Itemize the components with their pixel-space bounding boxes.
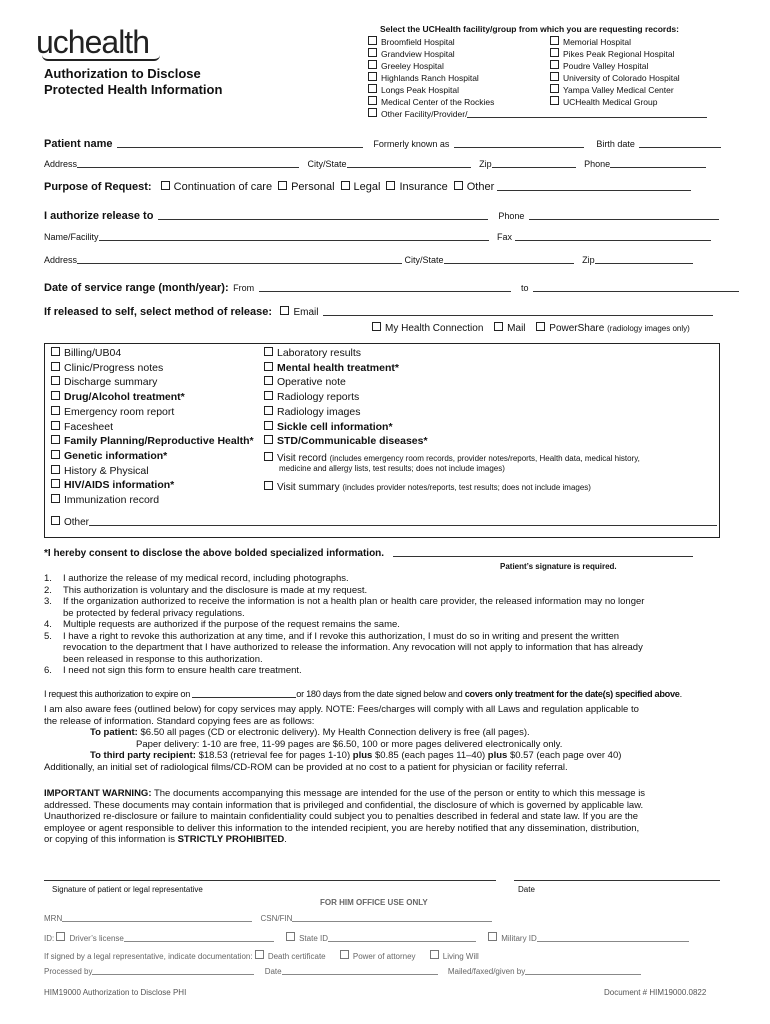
office-id-row <box>44 932 689 943</box>
state-id-field[interactable] <box>328 941 476 942</box>
facility-greeley-hospital-checkbox[interactable] <box>368 60 377 69</box>
service-range-row <box>44 278 739 296</box>
record-emergency-room-report <box>51 405 254 420</box>
release-name-row <box>44 232 711 242</box>
form-title <box>44 66 222 98</box>
terms-number: 6. <box>44 665 52 676</box>
facility-uchealth-medical-group <box>550 96 680 108</box>
signature-date-field[interactable] <box>514 880 720 881</box>
record-types-right <box>264 346 428 449</box>
purpose-legal <box>341 181 381 193</box>
facility-uchealth-medical-group-checkbox[interactable] <box>550 96 559 105</box>
record-billing-ub04-checkbox[interactable] <box>51 347 60 356</box>
record-laboratory-results-checkbox[interactable] <box>264 347 273 356</box>
terms-number: 2. <box>44 584 52 596</box>
visit-summary-note: (includes provider notes/reports, test results; does not include images) <box>342 483 591 492</box>
fees-line-2: the release of information. Standard copying fees are as follows: <box>44 715 315 727</box>
release-method-label: If released to self, select method of release: <box>44 306 273 318</box>
purpose-other-field[interactable] <box>497 190 691 191</box>
visit-record-note-2: medicine and allergy lists, test results; does not include images) <box>279 464 505 473</box>
warning-line-5c: . <box>284 834 287 845</box>
state-id-checkbox[interactable] <box>286 932 295 941</box>
office-mrn-row <box>44 914 492 923</box>
release-phone-label: Phone <box>498 211 525 221</box>
patient-address-field[interactable] <box>77 167 299 168</box>
purpose-legal-checkbox[interactable] <box>341 181 350 190</box>
release-address-label: Address <box>44 255 78 265</box>
footer-document-number: Document # HIM19000.0822 <box>604 988 707 997</box>
record-laboratory-results <box>264 346 428 361</box>
title-line-2: Protected Health Information <box>44 82 223 97</box>
record-std-communicable-diseases-label: STD/Communicable diseases* <box>277 435 428 448</box>
id-label: ID: <box>44 934 55 943</box>
terms-item <box>44 654 644 666</box>
release-zip-field[interactable] <box>595 263 693 264</box>
record-billing-ub04-label: Billing/UB04 <box>64 347 122 359</box>
terms-text: I have a right to revoke this authorization at any time, and if I revoke this authorization, I must do so in writing and present the written <box>63 630 620 642</box>
patient-name-label: Patient name <box>44 138 113 150</box>
record-immunization-record <box>51 493 254 508</box>
office-use-heading: FOR HIM OFFICE USE ONLY <box>320 898 428 907</box>
mail-checkbox[interactable] <box>494 322 503 331</box>
facility-greeley-hospital <box>368 60 494 72</box>
purpose-continuation-of-care-label: Continuation of care <box>173 181 273 193</box>
expire-text-c: covers only treatment for the date(s) specified above <box>464 689 680 699</box>
purpose-continuation-of-care <box>161 181 272 193</box>
patient-phone-field[interactable] <box>610 167 706 168</box>
my-health-label: My Health Connection <box>385 323 484 334</box>
record-std-communicable-diseases <box>264 434 428 449</box>
record-drug-alcohol-treatment-label: Drug/Alcohol treatment* <box>64 391 185 404</box>
drivers-license-checkbox[interactable] <box>56 932 65 941</box>
release-address-field[interactable] <box>77 263 402 264</box>
military-id-label: Military ID <box>501 934 537 943</box>
record-radiology-images-checkbox[interactable] <box>264 406 273 415</box>
mrn-field[interactable] <box>62 921 252 922</box>
record-discharge-summary-label: Discharge summary <box>64 376 158 389</box>
military-id-field[interactable] <box>537 941 689 942</box>
service-to-label: to <box>520 283 529 293</box>
facility-university-of-colorado-hospital-checkbox[interactable] <box>550 72 559 81</box>
release-zip-label: Zip <box>582 255 595 265</box>
record-drug-alcohol-treatment <box>51 390 254 405</box>
facility-yampa-valley-medical-center-label: Yampa Valley Medical Center <box>563 85 674 95</box>
powershare-label: PowerShare <box>549 323 605 334</box>
warning-section <box>44 788 645 846</box>
release-city-field[interactable] <box>444 263 574 264</box>
fees-section <box>44 704 639 773</box>
facility-university-of-colorado-hospital-label: University of Colorado Hospital <box>563 73 680 83</box>
signature-label: Signature of patient or legal representative <box>52 885 203 894</box>
facility-poudre-valley-hospital <box>550 60 680 72</box>
service-from-label: From <box>233 283 255 293</box>
record-clinic-progress-notes-checkbox[interactable] <box>51 362 60 371</box>
record-mental-health-treatment-label: Mental health treatment* <box>277 361 399 374</box>
patient-signature-field[interactable] <box>44 880 496 881</box>
release-fax-label: Fax <box>497 232 513 242</box>
powershare-note: (radiology images only) <box>607 324 690 333</box>
other-facility-field[interactable] <box>467 117 707 118</box>
facility-greeley-hospital-label: Greeley Hospital <box>381 61 444 71</box>
terms-item <box>44 596 644 608</box>
purpose-insurance-checkbox[interactable] <box>386 181 395 190</box>
terms-text: been released in response to this authorization. <box>63 653 263 665</box>
facility-broomfield-hospital-checkbox[interactable] <box>368 36 377 45</box>
other-facility-row: Other Facility/Provider/ <box>368 108 707 120</box>
power-of-attorney-checkbox[interactable] <box>340 950 349 959</box>
mailed-by-field[interactable] <box>525 974 641 975</box>
facility-heading: Select the UCHealth facility/group from which you are requesting records: <box>380 24 679 34</box>
expire-text-a: I request this authorization to expire on <box>44 689 191 699</box>
legal-rep-label: If signed by a legal representative, indicate documentation: <box>44 952 253 961</box>
fees-third-b: $0.85 (each pages 11–40) <box>374 750 486 761</box>
other-facility-label: Other Facility/Provider <box>381 109 466 119</box>
warning-line-5a: or copying of this information is <box>44 834 175 845</box>
record-history-physical <box>51 464 254 479</box>
record-hiv-aids-information-label: HIV/AIDS information* <box>64 479 175 492</box>
facility-longs-peak-hospital <box>368 84 494 96</box>
fees-third-label: To third party recipient: <box>90 750 196 761</box>
record-sickle-cell-information-label: Sickle cell information* <box>277 420 393 433</box>
record-facesheet-checkbox[interactable] <box>51 421 60 430</box>
facility-list-left <box>368 36 494 108</box>
patient-name-field[interactable] <box>117 147 363 148</box>
mrn-label: MRN <box>44 914 63 923</box>
purpose-personal-checkbox[interactable] <box>278 181 287 190</box>
csn-field[interactable] <box>292 921 492 922</box>
record-radiology-reports-label: Radiology reports <box>277 391 360 404</box>
title-line-1: Authorization to Disclose <box>44 66 201 81</box>
record-emergency-room-report-checkbox[interactable] <box>51 406 60 415</box>
warning-strictly-prohibited: STRICTLY PROHIBITED <box>177 834 285 845</box>
facility-pikes-peak-regional-hospital-label: Pikes Peak Regional Hospital <box>563 49 675 59</box>
record-immunization-record-label: Immunization record <box>64 494 160 507</box>
expire-text-b: or 180 days from the date signed below and <box>296 689 463 699</box>
facility-broomfield-hospital <box>368 36 494 48</box>
terms-item <box>44 665 644 677</box>
visit-summary-label: Visit summary <box>277 482 340 493</box>
record-facesheet-label: Facesheet <box>64 420 114 433</box>
purpose-label: Purpose of Request: <box>44 181 152 193</box>
record-sickle-cell-information <box>264 420 428 435</box>
logo-swoosh <box>42 55 160 61</box>
record-genetic-information <box>51 449 254 464</box>
record-facesheet <box>51 420 254 435</box>
formerly-known-label: Formerly known as <box>373 139 450 149</box>
terms-item <box>44 631 644 643</box>
terms-item <box>44 608 644 620</box>
record-emergency-room-report-label: Emergency room report <box>64 405 175 418</box>
facility-uchealth-medical-group-label: UCHealth Medical Group <box>563 97 658 107</box>
purpose-continuation-of-care-checkbox[interactable] <box>161 181 170 190</box>
consent-row <box>44 548 693 559</box>
facility-memorial-hospital-label: Memorial Hospital <box>563 37 632 47</box>
processed-by-label: Processed by <box>44 967 93 976</box>
terms-item <box>44 585 644 597</box>
fees-third-c: $0.57 (each page over 40) <box>509 750 622 761</box>
purpose-other-checkbox[interactable] <box>454 181 463 190</box>
death-certificate-checkbox[interactable] <box>255 950 264 959</box>
formerly-known-field[interactable] <box>454 147 584 148</box>
other-records-label: Other <box>64 517 90 528</box>
facility-poudre-valley-hospital-checkbox[interactable] <box>550 60 559 69</box>
visit-record-row <box>264 452 640 473</box>
csn-label: CSN/FIN <box>260 914 293 923</box>
facility-highlands-ranch-hospital <box>368 72 494 84</box>
living-will-checkbox[interactable] <box>430 950 439 959</box>
release-name-label: Name/Facility <box>44 232 99 242</box>
facility-memorial-hospital <box>550 36 680 48</box>
record-sickle-cell-information-checkbox[interactable] <box>264 421 273 430</box>
purpose-personal-label: Personal <box>291 181 335 193</box>
release-address-row <box>44 255 693 265</box>
email-label: Email <box>293 307 319 318</box>
record-operative-note-checkbox[interactable] <box>264 376 273 385</box>
patient-name-row <box>44 134 724 152</box>
consent-signature-field[interactable] <box>393 556 693 557</box>
record-mental-health-treatment <box>264 361 428 376</box>
record-family-planning-reproductive-health-label: Family Planning/Reproductive Health* <box>64 435 254 448</box>
record-billing-ub04 <box>51 346 254 361</box>
purpose-row <box>44 181 691 193</box>
purpose-insurance <box>386 181 447 193</box>
patient-city-field[interactable] <box>347 167 471 168</box>
birth-date-field[interactable] <box>639 147 721 148</box>
uchealth-logo: uchealth <box>36 24 149 60</box>
release-to-row <box>44 206 719 224</box>
visit-summary-row <box>264 481 591 493</box>
service-range-label: Date of service range (month/year): <box>44 282 229 294</box>
expire-text-d: . <box>679 689 682 699</box>
terms-list <box>44 573 644 677</box>
terms-item <box>44 619 644 631</box>
facility-poudre-valley-hospital-label: Poudre Valley Hospital <box>563 61 649 71</box>
terms-item <box>44 573 644 585</box>
record-operative-note <box>264 375 428 390</box>
warning-line-1: The documents accompanying this message are intended for the use of the person or entity to which this message is <box>153 788 646 799</box>
record-radiology-reports-checkbox[interactable] <box>264 391 273 400</box>
signature-required-note: Patient’s signature is required. <box>500 562 617 571</box>
military-id-checkbox[interactable] <box>488 932 497 941</box>
processed-by-field[interactable] <box>92 974 254 975</box>
purpose-insurance-label: Insurance <box>399 181 448 193</box>
release-method-row <box>44 302 713 320</box>
record-radiology-images <box>264 405 428 420</box>
consent-text: *I hereby consent to disclose the above bolded specialized information. <box>44 548 385 559</box>
drivers-license-label: Driver’s license <box>69 934 124 943</box>
release-fax-field[interactable] <box>515 240 711 241</box>
facility-broomfield-hospital-label: Broomfield Hospital <box>381 37 455 47</box>
facility-pikes-peak-regional-hospital <box>550 48 680 60</box>
drivers-license-field[interactable] <box>124 941 274 942</box>
visit-record-note-1: (includes emergency room records, provider notes/reports, Health data, medical history, <box>329 454 640 463</box>
other-records-field[interactable] <box>89 525 717 526</box>
record-mental-health-treatment-checkbox[interactable] <box>264 362 273 371</box>
email-field[interactable] <box>323 315 713 316</box>
terms-text: If the organization authorized to receive the information is not a health plan or health care provider, the released information may no longer <box>63 596 645 607</box>
terms-number: 5. <box>44 630 52 642</box>
release-phone-field[interactable] <box>529 219 719 220</box>
other-facility-checkbox[interactable] <box>368 108 377 117</box>
record-immunization-record-checkbox[interactable] <box>51 494 60 503</box>
terms-text: Multiple requests are authorized if the purpose of the request remains the same. <box>63 619 400 630</box>
record-hiv-aids-information <box>51 478 254 493</box>
warning-line-3: Unauthorized re-disclosure or failure to maintain confidentiality could subject you to penalties described in federal and state law. If you are the <box>44 811 639 822</box>
fees-paper-text: Paper delivery: 1-10 are free, 11-99 pages are $6.50, 100 or more pages delivered electronically only. <box>136 738 563 750</box>
purpose-other <box>454 181 495 193</box>
facility-pikes-peak-regional-hospital-checkbox[interactable] <box>550 48 559 57</box>
terms-text: This authorization is voluntary and the disclosure is made at my request. <box>63 584 368 596</box>
record-discharge-summary-checkbox[interactable] <box>51 376 60 385</box>
patient-zip-label: Zip <box>479 159 492 169</box>
record-drug-alcohol-treatment-checkbox[interactable] <box>51 391 60 400</box>
fees-patient-label: To patient: <box>90 727 138 738</box>
patient-city-label: City/State <box>307 159 347 169</box>
facility-highlands-ranch-hospital-label: Highlands Ranch Hospital <box>381 73 479 83</box>
warning-line-2: addressed. These documents may contain information that is privileged and confidential, the disclosure of which is governed by applicable law. <box>44 799 644 811</box>
record-types-left <box>51 346 254 508</box>
service-from-field[interactable] <box>259 291 511 292</box>
record-history-physical-checkbox[interactable] <box>51 465 60 474</box>
record-discharge-summary <box>51 375 254 390</box>
record-radiology-images-label: Radiology images <box>277 405 361 418</box>
record-clinic-progress-notes <box>51 361 254 376</box>
record-family-planning-reproductive-health-checkbox[interactable] <box>51 435 60 444</box>
expire-date-field[interactable] <box>192 697 296 698</box>
my-health-checkbox[interactable] <box>372 322 381 331</box>
visit-record-label: Visit record <box>277 453 327 464</box>
release-name-field[interactable] <box>99 240 489 241</box>
facility-university-of-colorado-hospital <box>550 72 680 84</box>
purpose-legal-label: Legal <box>353 181 381 193</box>
visit-record-checkbox[interactable] <box>264 452 273 461</box>
facility-list-right <box>550 36 680 108</box>
record-family-planning-reproductive-health <box>51 434 254 449</box>
facility-memorial-hospital-checkbox[interactable] <box>550 36 559 45</box>
office-legal-row <box>44 950 479 961</box>
terms-number: 4. <box>44 619 52 630</box>
fees-plus-2: plus <box>487 750 508 761</box>
processed-date-label: Date <box>264 967 282 976</box>
facility-grandview-hospital <box>368 48 494 60</box>
patient-phone-label: Phone <box>584 159 611 169</box>
facility-yampa-valley-medical-center <box>550 84 680 96</box>
terms-text: be protected by federal privacy regulations. <box>63 607 245 619</box>
terms-text: I need not sign this form to ensure health care treatment. <box>63 665 302 676</box>
record-radiology-reports <box>264 390 428 405</box>
signature-date-label: Date <box>518 885 535 894</box>
record-genetic-information-checkbox[interactable] <box>51 450 60 459</box>
fees-line-1: I am also aware fees (outlined below) for copy services may apply. NOTE: Fees/charges will comply with all Laws and regulation applicable to <box>44 704 639 715</box>
patient-address-label: Address <box>44 159 78 169</box>
terms-item <box>44 642 644 654</box>
record-clinic-progress-notes-label: Clinic/Progress notes <box>64 361 164 374</box>
email-checkbox[interactable] <box>280 306 289 315</box>
terms-number: 3. <box>44 596 52 607</box>
warning-line-4: employee or agent responsible to deliver this information to the intended recipient, you are hereby notified that any dissemination, distribution, <box>44 822 640 834</box>
patient-zip-field[interactable] <box>492 167 576 168</box>
release-method-row-2 <box>372 322 690 334</box>
record-genetic-information-label: Genetic information* <box>64 449 168 462</box>
terms-text: I authorize the release of my medical record, including photographs. <box>63 573 349 584</box>
death-certificate-label: Death certificate <box>267 952 326 961</box>
fees-plus-1: plus <box>352 750 373 761</box>
footer-form-name: HIM19000 Authorization to Disclose PHI <box>44 988 187 997</box>
service-to-field[interactable] <box>533 291 739 292</box>
mailed-by-label: Mailed/faxed/given by <box>447 967 526 976</box>
record-history-physical-label: History & Physical <box>64 464 149 477</box>
purpose-other-label: Other <box>466 181 495 193</box>
facility-medical-center-of-the-rockies-label: Medical Center of the Rockies <box>381 97 495 107</box>
state-id-label: State ID <box>299 934 328 943</box>
facility-grandview-hospital-label: Grandview Hospital <box>381 49 455 59</box>
other-records-checkbox[interactable] <box>51 516 60 525</box>
record-laboratory-results-label: Laboratory results <box>277 347 362 359</box>
fees-additional: Additionally, an initial set of radiological films/CD-ROM can be provided at no cost to a patient for physician or facility referral. <box>44 761 568 773</box>
living-will-label: Living Will <box>442 952 479 961</box>
visit-summary-checkbox[interactable] <box>264 481 273 490</box>
terms-number: 1. <box>44 573 52 584</box>
warning-label: IMPORTANT WARNING: <box>44 788 152 799</box>
facility-yampa-valley-medical-center-checkbox[interactable] <box>550 84 559 93</box>
release-city-label: City/State <box>404 255 444 265</box>
release-to-field[interactable] <box>158 219 488 220</box>
birth-date-label: Birth date <box>596 139 635 149</box>
facility-longs-peak-hospital-label: Longs Peak Hospital <box>381 85 459 95</box>
other-records-row <box>51 516 717 528</box>
expire-row <box>44 689 682 699</box>
power-of-attorney-label: Power of attorney <box>352 952 416 961</box>
facility-longs-peak-hospital-checkbox[interactable] <box>368 84 377 93</box>
facility-highlands-ranch-hospital-checkbox[interactable] <box>368 72 377 81</box>
patient-address-row <box>44 159 706 169</box>
terms-text: revocation to the department that I have authorized to release the information. Any revocation will not apply to information that has already <box>63 642 643 653</box>
record-std-communicable-diseases-checkbox[interactable] <box>264 435 273 444</box>
fees-third-a: $18.53 (retrieval fee for pages 1-10) <box>198 750 351 761</box>
purpose-personal <box>278 181 334 193</box>
facility-medical-center-of-the-rockies-checkbox[interactable] <box>368 96 377 105</box>
processed-date-field[interactable] <box>282 974 438 975</box>
powershare-checkbox[interactable] <box>536 322 545 331</box>
facility-grandview-hospital-checkbox[interactable] <box>368 48 377 57</box>
fees-patient-text: $6.50 all pages (CD or electronic delivery). My Health Connection delivery is free (all pages). <box>140 727 530 738</box>
record-operative-note-label: Operative note <box>277 376 346 389</box>
record-hiv-aids-information-checkbox[interactable] <box>51 479 60 488</box>
office-processed-row <box>44 967 641 976</box>
facility-medical-center-of-the-rockies <box>368 96 494 108</box>
release-to-label: I authorize release to <box>44 210 154 222</box>
mail-label: Mail <box>507 323 526 334</box>
